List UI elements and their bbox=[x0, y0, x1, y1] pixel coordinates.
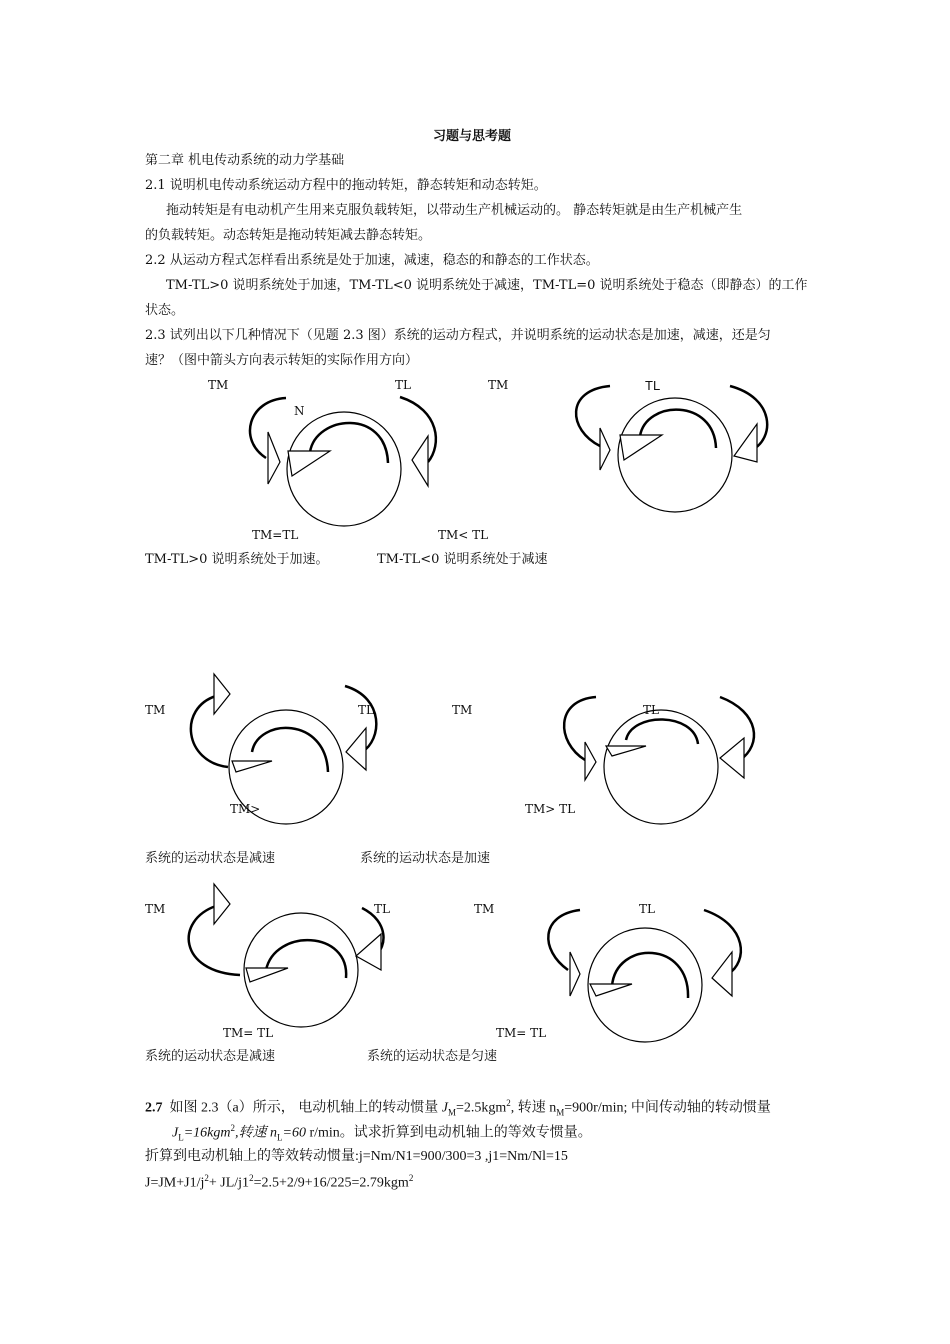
result-row3-right: 系统的运动状态是匀速 bbox=[367, 1049, 498, 1064]
fig5-tl-label: TL bbox=[374, 902, 390, 916]
tm-torque-arc bbox=[576, 386, 610, 446]
q27-jl-symbol: J bbox=[172, 1125, 179, 1141]
speed-arrowhead bbox=[620, 435, 662, 460]
q22-answer-line1: TM-TL>0 说明系统处于加速，TM-TL<0 说明系统处于减速，TM-TL=0 说明系统处于稳态（即静态）的工作 bbox=[166, 278, 808, 293]
q27-text-g: =60 bbox=[282, 1125, 306, 1141]
q27-text-e: =16kgm bbox=[183, 1125, 231, 1141]
speed-arrowhead bbox=[590, 984, 632, 996]
q21-answer-line2: 的负载转矩。动态转矩是拖动转矩减去静态转矩。 bbox=[145, 228, 432, 243]
q27-text-b: =2.5kgm bbox=[455, 1100, 507, 1116]
q27-nm-sub: M bbox=[556, 1107, 565, 1118]
fig4-tm-label: TM bbox=[452, 703, 473, 717]
fig1-tm-label: TM bbox=[208, 378, 229, 392]
figure-4 bbox=[564, 697, 754, 824]
speed-arrowhead bbox=[246, 968, 288, 982]
fig6-tm-label: TM bbox=[474, 902, 495, 916]
speed-arc bbox=[612, 953, 688, 998]
tm-arrowhead bbox=[214, 674, 230, 714]
result-row2-right: 系统的运动状态是加速 bbox=[360, 851, 491, 866]
q27-text-d: =900r/min; 中间传动轴的转动惯量 bbox=[564, 1100, 771, 1116]
tl-arrowhead bbox=[356, 934, 381, 970]
fig3-tl-label: TL bbox=[358, 703, 374, 717]
fig3-condition: TM> bbox=[230, 802, 261, 816]
q27-text-f: ,转速 n bbox=[235, 1125, 277, 1141]
tm-arrowhead bbox=[268, 432, 280, 484]
q27-ans-sup-b: 2 bbox=[249, 1173, 254, 1183]
fig4-condition: TM> TL bbox=[525, 802, 576, 816]
figure-3 bbox=[191, 674, 376, 824]
chapter-heading: 第二章 机电传动系统的动力学基础 bbox=[145, 153, 345, 168]
q27-text-a: 如图 2.3（a）所示， 电动机轴上的转动惯量 bbox=[169, 1100, 442, 1116]
q27-jm-symbol: J bbox=[441, 1100, 448, 1116]
fig2-condition: TM< TL bbox=[438, 528, 489, 542]
q27-ans-sup-c: 2 bbox=[408, 1173, 414, 1183]
q27-sup-1: 2 bbox=[506, 1098, 511, 1108]
tm-arrowhead bbox=[570, 952, 580, 996]
speed-arc bbox=[266, 940, 346, 978]
tm-torque-arc bbox=[564, 697, 596, 760]
fig5-condition: TM= TL bbox=[223, 1026, 274, 1040]
fig1-tl-label: TL bbox=[395, 378, 411, 392]
tl-arrowhead bbox=[346, 728, 366, 770]
fig6-tl-label: TL bbox=[639, 902, 655, 916]
shaft-circle bbox=[618, 398, 732, 512]
fig3-tm-label: TM bbox=[145, 703, 166, 717]
q27-answer-line1: 折算到电动机轴上的等效转动惯量:j=Nm/N1=900/300=3 ,j1=Nm/Nl=15 bbox=[145, 1149, 568, 1164]
q27-text-c: , 转速 n bbox=[510, 1100, 557, 1116]
q21-question: 2.1 说明机电传动系统运动方程中的拖动转矩，静态转矩和动态转矩。 bbox=[145, 178, 547, 193]
q27-ans-sup-a: 2 bbox=[204, 1173, 209, 1183]
speed-arc bbox=[252, 728, 328, 772]
fig4-tl-label: TL bbox=[643, 703, 659, 717]
q23-question-line1: 2.3 试列出以下几种情况下（见题 2.3 图）系统的运动方程式，并说明系统的运动状态是加速，减速，还是匀 bbox=[145, 328, 771, 343]
tm-arrowhead bbox=[600, 428, 610, 470]
fig6-condition: TM= TL bbox=[496, 1026, 547, 1040]
result-row1-right: TM-TL<0 说明系统处于减速 bbox=[377, 552, 548, 567]
tm-torque-arc bbox=[191, 696, 228, 767]
speed-arrowhead bbox=[232, 761, 272, 772]
q27-sup-2: 2 bbox=[230, 1123, 235, 1133]
shaft-circle bbox=[287, 412, 401, 526]
tm-arrowhead bbox=[214, 884, 230, 924]
speed-arc bbox=[626, 719, 698, 744]
fig2-tm-label: TM bbox=[488, 378, 509, 392]
q27-number: 2.7 bbox=[145, 1100, 163, 1116]
q21-answer-line1: 拖动转矩是有电动机产生用来克服负载转矩，以带动生产机械运动的。 静态转矩就是由生产机械产生 bbox=[166, 203, 743, 218]
result-row3-left: 系统的运动状态是减速 bbox=[145, 1049, 276, 1064]
tl-arrowhead bbox=[720, 738, 744, 778]
q27-ans-c: =2.5+2/9+16/225=2.79kgm bbox=[253, 1175, 409, 1191]
result-row2-left: 系统的运动状态是减速 bbox=[145, 851, 276, 866]
tm-arrowhead bbox=[585, 742, 596, 780]
figure-2 bbox=[576, 386, 767, 512]
q27-ans-a: J=JM+J1/j bbox=[145, 1175, 205, 1191]
tl-arrowhead bbox=[712, 952, 732, 996]
result-row1-left: TM-TL>0 说明系统处于加速。 bbox=[145, 552, 329, 567]
q22-question: 2.2 从运动方程式怎样看出系统是处于加速，减速，稳态的和静态的工作状态。 bbox=[145, 253, 599, 268]
figure-6 bbox=[548, 910, 741, 1042]
shaft-circle bbox=[604, 710, 718, 824]
q27-jl-sub: L bbox=[178, 1132, 184, 1143]
q27-jm-sub: M bbox=[447, 1107, 456, 1118]
q23-question-line2: 速？（图中箭头方向表示转矩的实际作用方向） bbox=[145, 353, 419, 368]
fig2-tl-label: TL bbox=[645, 378, 661, 393]
figure-5 bbox=[189, 884, 384, 1027]
tl-arrowhead bbox=[734, 424, 757, 462]
tm-torque-arc bbox=[548, 910, 580, 970]
q22-answer-line2: 状态。 bbox=[145, 303, 185, 318]
figure-1 bbox=[250, 397, 436, 526]
speed-arrowhead bbox=[606, 746, 646, 756]
speed-arrowhead bbox=[288, 451, 330, 476]
q27-nl-sub: L bbox=[277, 1132, 283, 1143]
q27-text-h: r/min。试求折算到电动机轴上的等效专惯量。 bbox=[305, 1125, 592, 1141]
fig1-condition: TM=TL bbox=[252, 528, 299, 542]
page-title: 习题与思考题 bbox=[433, 129, 512, 144]
fig1-n-label: N bbox=[294, 404, 305, 418]
q27-ans-b: + JL/j1 bbox=[208, 1175, 250, 1191]
fig5-tm-label: TM bbox=[145, 902, 166, 916]
tl-arrowhead bbox=[412, 436, 428, 486]
